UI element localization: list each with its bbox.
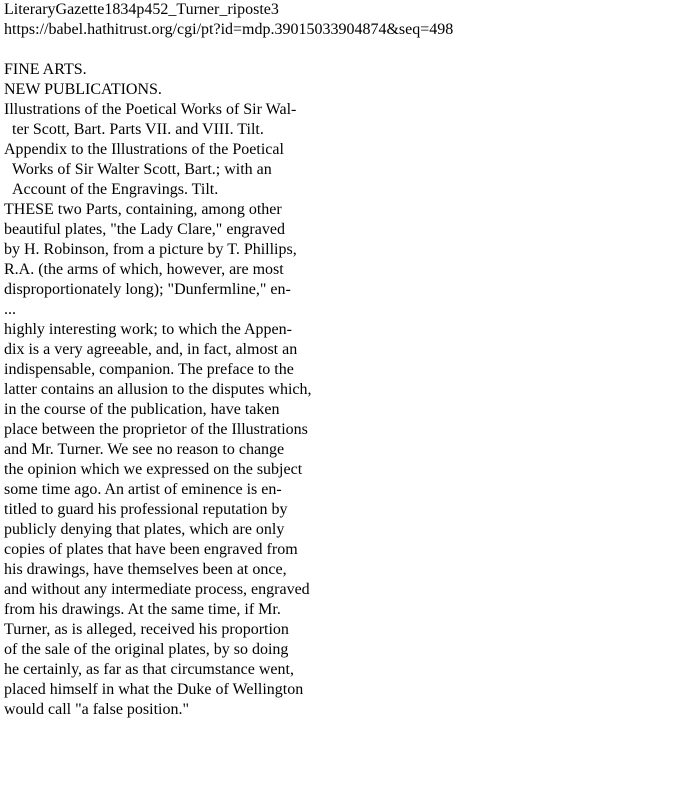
- text-line: would call "a false position.": [4, 701, 190, 718]
- text-line: the opinion which we expressed on the subject: [4, 461, 303, 478]
- text-line: ter Scott, Bart. Parts VII. and VIII. Tilt.: [12, 121, 264, 138]
- text-line: of the sale of the original plates, by so doing: [4, 641, 289, 658]
- text-line: disproportionately long); "Dunfermline," en-: [4, 281, 291, 298]
- text-line: dix is a very agreeable, and, in fact, almost an: [4, 341, 298, 358]
- publication-titles: [4, 100, 684, 200]
- text-line: his drawings, have themselves been at once,: [4, 561, 287, 578]
- text-line: he certainly, as far as that circumstance went,: [4, 661, 294, 678]
- text-line: indispensable, companion. The preface to the: [4, 361, 294, 378]
- text-line: and without any intermediate process, engraved: [4, 581, 310, 598]
- text-line: from his drawings. At the same time, if Mr.: [4, 601, 281, 618]
- text-line: placed himself in what the Duke of Wellington: [4, 681, 304, 698]
- text-line: place between the proprietor of the Illustrations: [4, 421, 308, 438]
- text-line: Illustrations of the Poetical Works of Sir Wal-: [4, 101, 297, 118]
- text-line: THESE two Parts, containing, among other: [4, 201, 282, 218]
- text-line: Account of the Engravings. Tilt.: [12, 181, 219, 198]
- section-heading: FINE ARTS.: [4, 61, 87, 78]
- source-url: https://babel.hathitrust.org/cgi/pt?id=mdp.39015033904874&seq=498: [4, 21, 454, 38]
- subsection-heading: NEW PUBLICATIONS.: [4, 81, 162, 98]
- text-line: titled to guard his professional reputation by: [4, 501, 288, 518]
- blank-line: [4, 40, 684, 60]
- text-line: and Mr. Turner. We see no reason to change: [4, 441, 285, 458]
- text-line: R.A. (the arms of which, however, are most: [4, 261, 284, 278]
- text-line: publicly denying that plates, which are only: [4, 521, 285, 538]
- text-line: in the course of the publication, have taken: [4, 401, 280, 418]
- review-paragraph-2: [4, 320, 684, 720]
- review-paragraph-1: [4, 200, 684, 300]
- text-line: some time ago. An artist of eminence is en-: [4, 481, 282, 498]
- text-line: Turner, as is alleged, received his proportion: [4, 621, 289, 638]
- text-line: Works of Sir Walter Scott, Bart.; with an: [12, 161, 272, 178]
- text-line: latter contains an allusion to the disputes which,: [4, 381, 312, 398]
- text-line: beautiful plates, "the Lady Clare," engraved: [4, 221, 285, 238]
- text-line: highly interesting work; to which the Appen-: [4, 321, 292, 338]
- text-line: Appendix to the Illustrations of the Poetical: [4, 141, 284, 158]
- document-page: [4, 0, 684, 720]
- ellipsis: ...: [4, 301, 16, 318]
- text-line: copies of plates that have been engraved from: [4, 541, 298, 558]
- document-id: LiteraryGazette1834p452_Turner_riposte3: [4, 1, 279, 18]
- text-line: by H. Robinson, from a picture by T. Phillips,: [4, 241, 297, 258]
